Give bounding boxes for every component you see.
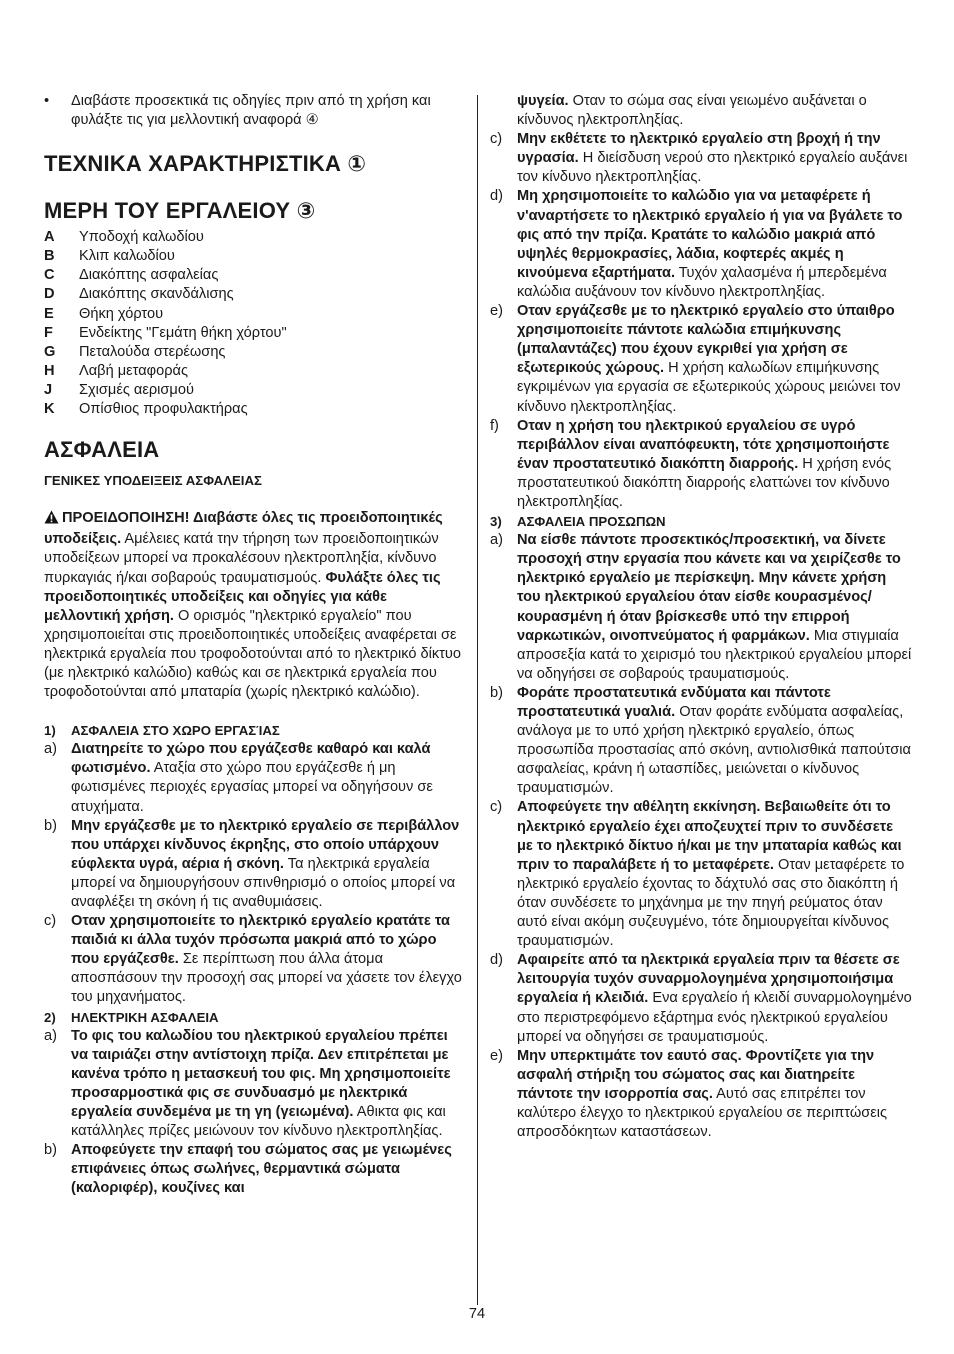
parts-list <box>44 228 466 419</box>
list-item: G Πεταλούδα στερέωσης <box>44 343 226 360</box>
section-1-heading: 1) ΑΣΦΑΛΕΙΑ ΣΤΟ ΧΩΡΟ ΕΡΓΑΣΊΑΣ <box>44 723 280 739</box>
general-safety-subheading: ΓΕΝΙΚΕΣ ΥΠΟΔΕΙΞΕΙΣ ΑΣΦΑΛΕΙΑΣ <box>44 473 262 489</box>
list-item: b) Μην εργάζεσθε με το ηλεκτρικό εργαλείο σε περιβάλλον που υπάρχει κίνδυνος έκρηξης, στο οποίο υπάρχουν εύφλεκτα υγρά, αέρια ή σκόνη. Τα ηλεκτρικά εργαλεία μπορεί να δημιουργήσουν σπινθηρισμό ο οποίος μπορεί να αναφλέξει τη σκόνη ή τις αναθυμιάσεις. <box>44 817 460 910</box>
warning-triangle-icon <box>44 510 59 530</box>
safety-heading: ΑΣΦΑΛΕΙΑ <box>44 437 160 463</box>
left-column <box>44 92 466 1199</box>
list-item: c) Αποφεύγετε την αθέλητη εκκίνηση. Βεβαιωθείτε ότι το ηλεκτρικό εργαλείο έχει αποζευχτεί πριν το συνδέσετε με το ηλεκτρικό δίκτυο ή/και με την μπαταρία καθώς και πριν το παραλάβετε ή το μεταφέρετε. Οταν μεταφέρετε το ηλεκτρικό εργαλείο έχοντας το δάχτυλό σας στο διακόπτη ή όταν συνδέσετε το μηχάνημα με την πηγή ρεύματος όταν αυτό είναι ακόμη συζευγμένο, τότε δημιουργείται κίνδυνος τραυματισμών. <box>490 799 905 950</box>
list-item: a) Να είσθε πάντοτε προσεκτικός/προσεκτική, να δίνετε προσοχή στην εργασία που κάνετε και να χειρίζεσθε το ηλεκτρικό εργαλείο με περίσκεψη. Μην κάνετε χρήση του ηλεκτρικού εργαλείου όταν είσθε κουρασμένος/κουρασμένη ή όταν βρίσκεσθε υπό την επιρροή ναρκωτικών, οινοπνεύματος ή φαρμάκων. Μια στιγμιαία απροσεξία κατά το χειρισμό του ηλεκτρικού εργαλείου μπορεί να οδηγήσει σε σοβαρούς τραυματισμούς. <box>490 532 912 682</box>
intro-bullet-text: Διαβάστε προσεκτικά τις οδηγίες πριν από τη χρήση και φυλάξτε τις για μελλοντική αναφορά ④ <box>71 93 431 129</box>
intro-bullet <box>44 92 466 130</box>
list-item: A Υποδοχή καλωδίου <box>44 229 204 246</box>
list-item: a) Το φις του καλωδίου του ηλεκτρικού εργαλείου πρέπει να ταιριάζει στην αντίστοιχη πρίζα. Δεν επιτρέπεται με κανένα τρόπο η μετασκευή του φις. Μη χρησιμοποιείτε προσαρμοστικά φις σε συνδυασμό με ηλεκτρικά εργαλεία συνδεμένα με τη γη (γειωμένα). Αθικτα φις και κατάλληλες πρίζες μειώνουν τον κίνδυνο ηλεκτροπληξίας. <box>44 1027 451 1140</box>
list-item: a) Διατηρείτε το χώρο που εργάζεσθε καθαρό και καλά φωτισμένο. Αταξία στο χώρο που εργάζεσθε ή μη φωτισμένες περιοχές εργασίας μπορεί να οδηγήσουν σε ατυχήματα. <box>44 741 433 815</box>
list-item: b) Αποφεύγετε την επαφή του σώματος σας με γειωμένες επιφάνειες όπως σωλήνες, θερμαντικά σώματα (καλοριφέρ), κουζίνες και <box>44 1142 452 1197</box>
list-item: E Θήκη χόρτου <box>44 305 164 322</box>
list-item: B Κλιπ καλωδίου <box>44 248 175 265</box>
bullet-dot: • <box>44 93 50 109</box>
list-item: K Οπίσθιος προφυλακτήρας <box>44 401 248 418</box>
list-item: e) Οταν εργάζεσθε με το ηλεκτρικό εργαλείο στο ύπαιθρο χρησιμοποιείτε πάντοτε καλώδια επιμήκυνσης (μπαλαντάζες) που έχουν εγκριθεί για χρήση σε εξωτερικούς χώρους. Η χρήση καλωδίων επιμήκυνσης εγκριμένων για εργασία σε εξωτερικούς χώρους μειώνει τον κίνδυνο ηλεκτροπληξίας. <box>490 303 901 415</box>
spec-heading: ΤΕΧΝΙΚΑ ΧΑΡΑΚΤΗΡΙΣΤΙΚΑ ① <box>44 151 367 177</box>
list-item: f) Οταν η χρήση του ηλεκτρικού εργαλείου σε υγρό περιβάλλον είναι αναπόφευκτη, τότε χρησιμοποιήστε έναν προστατευτικό διακόπτη διαρροής. Η χρήση ενός προστατευτικού διακόπτη διαρροής ελαττώνει τον κίνδυνο ηλεκτροπληξίας. <box>490 417 892 510</box>
list-item: H Λαβή μεταφοράς <box>44 362 189 379</box>
right-column <box>490 92 912 1142</box>
list-item: d) Αφαιρείτε από τα ηλεκτρικά εργαλεία πριν τα θέσετε σε λειτουργία τυχόν συναρμολογημένα χρησιμοποιήσιμα εργαλεία ή κλειδιά. Ενα εργαλείο ή κλειδί συναρμολογημένο στο περιστρεφόμενο εξάρτημα ενός ηλεκτρικού εργαλείου μπορεί να οδηγήσει σε τραυματισμούς. <box>490 952 912 1045</box>
list-item: C Διακόπτης ασφαλείας <box>44 267 219 284</box>
parts-heading: ΜΕΡΗ ΤΟΥ ΕΡΓΑΛΕΙΟΥ ③ <box>44 198 316 224</box>
list-item: D Διακόπτης σκανδάλισης <box>44 286 234 303</box>
warning-paragraph: ΠΡΟΕΙΔΟΠΟΙΗΣΗ! Διαβάστε όλες τις προειδοποιητικές υποδείξεις. Αμέλειες κατά την τήρηση των προειδοποιητικών υποδείξεων μπορεί να προκαλέσουν ηλεκτροπληξία, κίνδυνο πυρκαγιάς ή/και σοβαρούς τραυματισμούς. Φυλάξτε όλες τις προειδοποιητικές υποδείξεις και οδηγίες για κάθε μελλοντική χρήση. Ο ορισμός "ηλεκτρικό εργαλείο" που χρησιμοποιείται στις προειδοποιητικές υποδείξεις αναφέρεται σε ηλεκτρικά εργαλεία που τροφοδοτούνται από το ηλεκτρικό δίκτυο (με ηλεκτρικό καλώδιο) καθώς και σε ηλεκτρικά εργαλεία που τροφοδοτούνται από μπαταρία (χωρίς ηλεκτρικό καλώδιο). <box>44 510 462 701</box>
list-item: e) Μην υπερκτιμάτε τον εαυτό σας. Φροντίζετε για την ασφαλή στήριξη του σώματος σας και διατηρείτε πάντοτε την ισορροπία σας. Αυτό σας επιτρέπει τον καλύτερο έλεγχο το ηλεκτρικού εργαλείου σε περιπτώσεις απροσδόκητων καταστάσεων. <box>490 1047 888 1141</box>
list-item: J Σχισμές αερισμού <box>44 381 194 398</box>
list-item: F Ενδείκτης "Γεμάτη θήκη χόρτου" <box>44 324 287 341</box>
page-number: 74 <box>468 1306 486 1322</box>
list-item: ψυγεία. Οταν το σώμα σας είναι γειωμένο αυξάνεται ο κίνδυνος ηλεκτροπληξίας. <box>517 93 867 129</box>
list-item: b) Φοράτε προστατευτικά ενδύματα και πάντοτε προστατευτικά γυαλιά. Οταν φοράτε ενδύματα ασφαλείας, ανάλογα με το υπό χρήση ηλεκτρικό εργαλείο, όπως προσωπίδα προστασίας από σκόνη, αντιολισθικά παπούτσια ασφαλείας, κράνη ή ωτασπίδες, μειώνεται ο κίνδυνος τραυματισμών. <box>490 684 911 797</box>
list-item: c) Μην εκθέτετε το ηλεκτρικό εργαλείο στη βροχή ή την υγρασία. Η διείσδυση νερού στο ηλεκτρικό εργαλείο αυξάνει τον κίνδυνο ηλεκτροπληξίας. <box>490 131 908 186</box>
section-3-heading: 3) ΑΣΦΑΛΕΙΑ ΠΡΟΣΩΠΩΝ <box>490 514 666 530</box>
list-item: c) Οταν χρησιμοποιείτε το ηλεκτρικό εργαλείο κρατάτε τα παιδιά κι άλλα τυχόν πρόσωπα μακριά από το χώρο που εργάζεσθε. Σε περίπτωση που άλλα άτομα αποσπάσουν την προσοχή σας μπορεί να χάσετε τον έλεγχο του μηχανήματος. <box>44 913 462 1006</box>
list-item: d) Μη χρησιμοποιείτε το καλώδιο για να μεταφέρετε ή ν'αναρτήσετε το ηλεκτρικό εργαλείο ή για να βγάλετε το φις από την πρίζα. Κρατάτε το καλώδιο μακριά από υψηλές θερμοκρασίες, λάδια, κοφτερές ακμές η κινούμενα εξαρτήματα. Τυχόν χαλασμένα ή μπερδεμένα καλώδια αυξάνουν τον κίνδυνο ηλεκτροπληξίας. <box>490 188 903 300</box>
column-divider <box>477 95 478 1305</box>
section-2-heading: 2) ΗΛΕΚΤΡΙΚΗ ΑΣΦΑΛΕΙΑ <box>44 1009 219 1025</box>
